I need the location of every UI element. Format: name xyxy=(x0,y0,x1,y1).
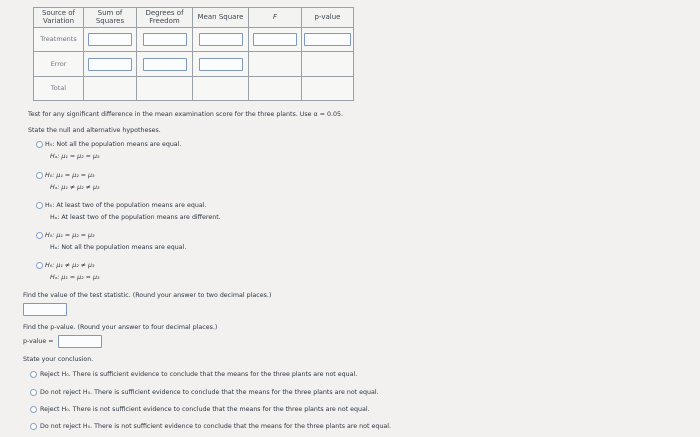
row-label-error: Error xyxy=(34,52,84,76)
conclusion-option-1-label: Reject H₀. There is sufficient evidence to conclude that the means for the three plants are not equal. xyxy=(40,371,358,378)
p-value-prompt: Find the p-value. (Round your answer to four decimal places.) xyxy=(23,324,218,331)
hypothesis-option-2-ha: Hₐ: μ₁ ≠ μ₂ ≠ μ₃ xyxy=(50,184,100,191)
conclusion-option-2-radio[interactable] xyxy=(30,389,37,396)
hypothesis-option-1-radio[interactable] xyxy=(36,141,43,148)
hypothesis-option-5-radio[interactable] xyxy=(36,262,43,269)
hypothesis-option-1-ha: Hₐ: μ₁ = μ₂ = μ₃ xyxy=(50,153,100,160)
test-instructions: Test for any significant difference in the mean examination score for the three plants. Use α = 0.05. xyxy=(28,111,343,118)
hypothesis-option-1-h0: H₀: Not all the population means are equal. xyxy=(45,141,182,148)
header-degrees-freedom: Degrees of Freedom xyxy=(137,8,193,28)
treatments-ms-input[interactable] xyxy=(199,33,243,46)
header-mean-square: Mean Square xyxy=(193,8,249,28)
table-header-row xyxy=(34,8,354,28)
hypothesis-option-2-h0: H₀: μ₁ = μ₂ = μ₃ xyxy=(45,172,95,179)
hypothesis-option-3-h0: H₀: At least two of the population means are equal. xyxy=(45,202,207,209)
conclusion-option-2-label: Do not reject H₀. There is sufficient evidence to conclude that the means for the three plants are not equal. xyxy=(40,389,379,396)
treatments-df-input[interactable] xyxy=(143,33,187,46)
header-p-value: p-value xyxy=(302,8,354,28)
table-row xyxy=(34,28,354,52)
table-row xyxy=(34,52,354,76)
p-value-label: p-value = xyxy=(23,338,54,345)
error-ms-input[interactable] xyxy=(199,58,243,71)
hypothesis-option-5-h0: H₀: μ₁ ≠ μ₂ ≠ μ₃ xyxy=(45,262,95,269)
table-row xyxy=(34,76,354,100)
hypothesis-option-3-radio[interactable] xyxy=(36,202,43,209)
p-value-input[interactable] xyxy=(58,335,102,348)
conclusion-option-4-label: Do not reject H₀. There is not sufficient evidence to conclude that the means for the three plants are not equal. xyxy=(40,423,391,430)
header-sum-squares: Sum of Squares xyxy=(84,8,137,28)
hypothesis-option-4-radio[interactable] xyxy=(36,232,43,239)
f-input[interactable] xyxy=(253,33,297,46)
conclusion-prompt: State your conclusion. xyxy=(23,356,94,363)
test-statistic-input[interactable] xyxy=(23,303,67,316)
error-df-input[interactable] xyxy=(143,58,187,71)
hypothesis-option-5-ha: Hₐ: μ₁ = μ₂ = μ₃ xyxy=(50,274,100,281)
hypothesis-option-3-ha: Hₐ: At least two of the population means are different. xyxy=(50,214,221,221)
treatments-ss-input[interactable] xyxy=(88,33,132,46)
header-source: Source of Variation xyxy=(34,8,84,28)
anova-table xyxy=(33,7,354,101)
header-f: F xyxy=(249,8,302,28)
hypothesis-option-4-h0: H₀: μ₁ = μ₂ = μ₃ xyxy=(45,232,95,239)
hypotheses-prompt: State the null and alternative hypotheses. xyxy=(28,127,161,134)
error-ss-input[interactable] xyxy=(88,58,132,71)
row-label-total: Total xyxy=(34,76,84,100)
test-statistic-prompt: Find the value of the test statistic. (Round your answer to two decimal places.) xyxy=(23,292,272,299)
row-label-treatments: Treatments xyxy=(34,28,84,52)
table-p-value-input[interactable] xyxy=(304,33,351,46)
conclusion-option-1-radio[interactable] xyxy=(30,371,37,378)
conclusion-option-4-radio[interactable] xyxy=(30,423,37,430)
conclusion-option-3-label: Reject H₀. There is not sufficient evidence to conclude that the means for the three plants are not equal. xyxy=(40,406,370,413)
hypothesis-option-2-radio[interactable] xyxy=(36,172,43,179)
hypothesis-option-4-ha: Hₐ: Not all the population means are equal. xyxy=(50,244,187,251)
conclusion-option-3-radio[interactable] xyxy=(30,406,37,413)
